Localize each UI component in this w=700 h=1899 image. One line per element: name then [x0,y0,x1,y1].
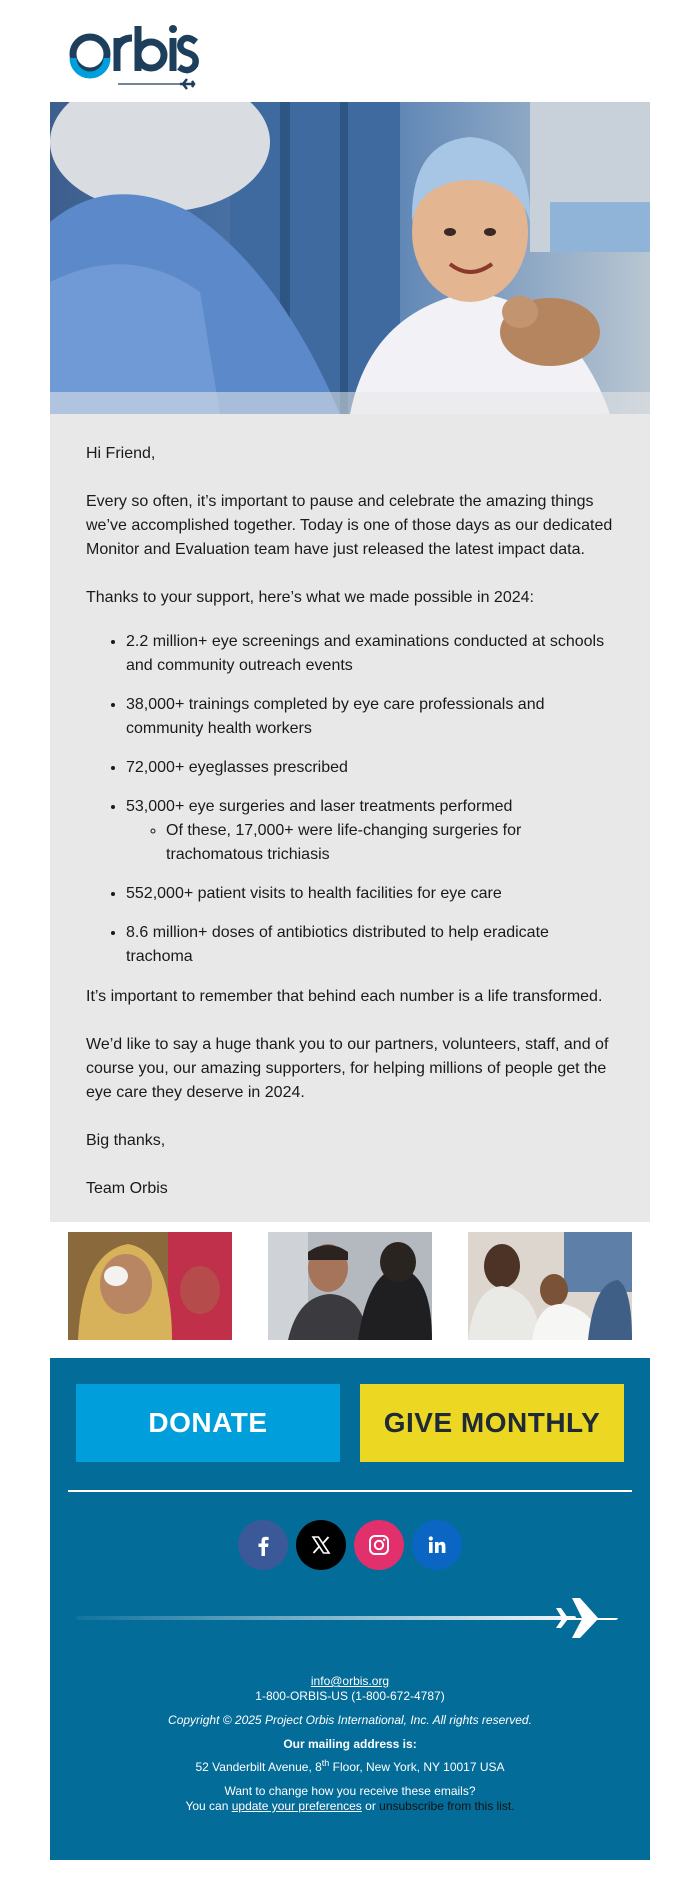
letter-body [50,414,650,1222]
remember-paragraph: It’s important to remember that behind each number is a life transformed. [86,988,603,1005]
orbis-logo-mark [68,24,200,96]
donate-button[interactable]: DONATE [76,1384,340,1462]
stat-item: • 2.2 million+ eye screenings and examinations conducted at schools and community outreach events [126,630,614,678]
preferences-text: or [361,1799,380,1813]
contact-block [50,1674,650,1814]
address-ordinal: th [321,1758,330,1768]
orbis-logo[interactable] [68,24,200,96]
thanks-line: Thanks to your support, here’s what we made possible in 2024: [86,589,534,606]
email-link[interactable]: info@orbis.org [310,1674,390,1688]
copyright: Copyright © 2025 Project Orbis International, Inc. All rights reserved. [168,1713,532,1727]
plane-divider [76,1594,620,1642]
update-preferences-link[interactable]: update your preferences [231,1799,362,1813]
photo-strip [68,1232,632,1340]
facebook-icon[interactable] [238,1520,288,1570]
stat-item: • 552,000+ patient visits to health facilities for eye care [126,882,614,906]
phone-number: 1-800-ORBIS-US (1-800-672-4787) [255,1689,445,1703]
sub-stat-item: ◦ Of these, 17,000+ were life-changing surgeries for trachomatous trichiasis [166,819,614,867]
instagram-icon[interactable] [354,1520,404,1570]
mailing-label: Our mailing address is: [283,1737,417,1751]
preferences-question: Want to change how you receive these emails? [224,1784,476,1798]
gratitude-paragraph: We’d like to say a huge thank you to our partners, volunteers, staff, and of course you, our amazing supporters, for helping millions of people get the eye care they deserve in 2024. [86,1036,609,1101]
hero-photo [50,102,650,414]
signoff: Big thanks, [86,1132,166,1149]
photo-eye-exam [268,1232,432,1340]
mailing-address [50,1756,650,1775]
stat-text: 53,000+ eye surgeries and laser treatments performed [126,798,513,815]
preferences-text: You can [185,1799,232,1813]
x-icon[interactable] [296,1520,346,1570]
stat-item: • 72,000+ eyeglasses prescribed [126,756,614,780]
signature: Team Orbis [86,1180,168,1197]
photo-baby-checkup [468,1232,632,1340]
preferences-line [50,1799,650,1814]
stat-item: • 8.6 million+ doses of antibiotics distributed to help eradicate trachoma [126,921,614,969]
linkedin-icon[interactable] [412,1520,462,1570]
stat-item [126,795,614,867]
photo-women-after-surgery [68,1232,232,1340]
stat-item: • 38,000+ trainings completed by eye care professionals and community health workers [126,693,614,741]
address-part: Floor, New York, NY 10017 USA [329,1760,505,1774]
greeting: Hi Friend, [86,445,156,462]
intro-paragraph: Every so often, it’s important to pause and celebrate the amazing things we’ve accomplished together. Today is one of those days as our dedicated Monitor and Evaluation team have just released the latest impact data. [86,493,613,558]
sub-stat-list [126,819,614,867]
footer [50,1358,650,1860]
give-monthly-button[interactable]: GIVE MONTHLY [360,1384,624,1462]
address-part: 52 Vanderbilt Avenue, 8 [195,1760,322,1774]
unsubscribe-link[interactable]: unsubscribe from this list. [379,1799,515,1813]
footer-divider [68,1490,632,1492]
impact-stats-list [86,630,614,969]
